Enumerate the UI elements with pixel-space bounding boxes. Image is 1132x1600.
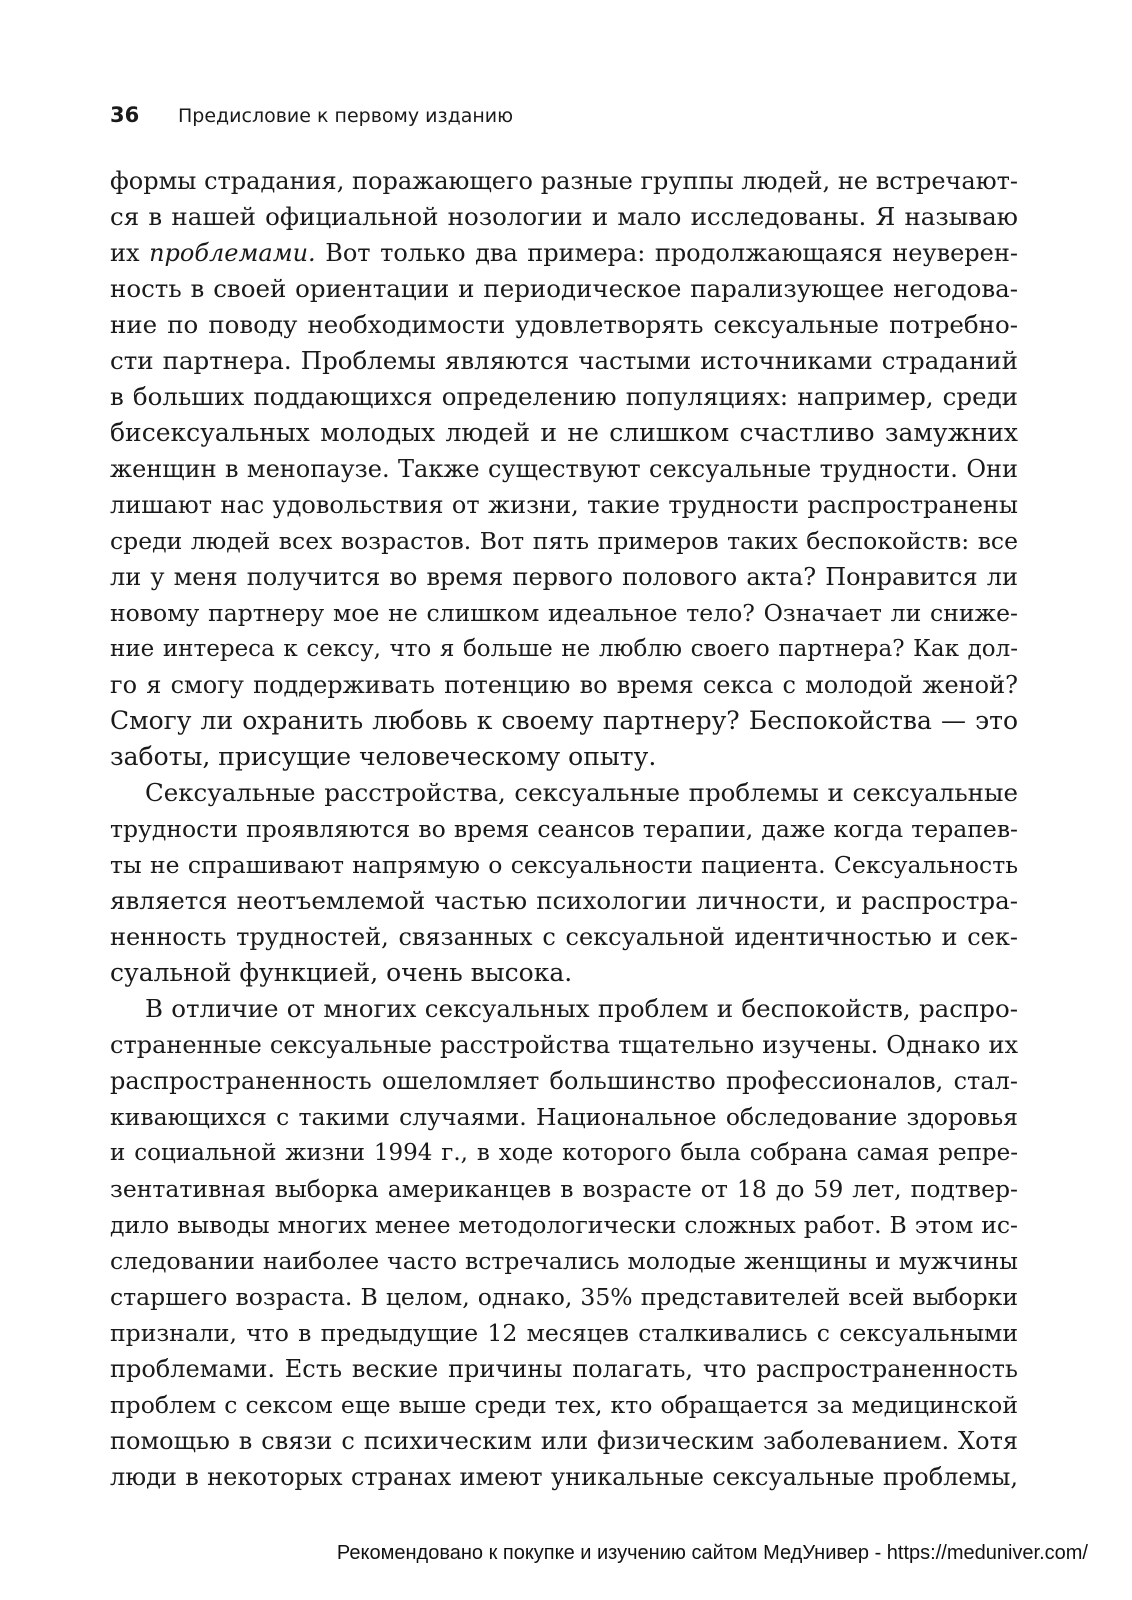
text-line: ние интереса к сексу, что я больше не люблю своего партнера? Как дол- — [110, 636, 1018, 662]
text-line: трудности проявляются во время сеансов терапии, даже когда терапев- — [110, 815, 1018, 843]
text-line: ли у меня получится во время первого полового акта? Понравится ли — [110, 563, 1018, 591]
text-line: проблемами. Есть веские причины полагать, что распространенность — [110, 1355, 1018, 1383]
text-line: Сексуальные расстройства, сексуальные проблемы и сексуальные — [145, 778, 1018, 807]
text-line: ненность трудностей, связанных с сексуальной идентичностью и сек- — [110, 923, 1018, 951]
text-line: новому партнеру мое не слишком идеальное тело? Означает ли сниже- — [110, 599, 1018, 627]
text-line: женщин в менопаузе. Также существуют сексуальные трудности. Они — [110, 455, 1018, 483]
running-head — [110, 103, 513, 137]
text-line: проблем с сексом еще выше среди тех, кто обращается за медицинской — [110, 1391, 1018, 1419]
text-line: страненные сексуальные расстройства тщательно изучены. Однако их — [110, 1031, 1018, 1059]
text-line: признали, что в предыдущие 12 месяцев сталкивались с сексуальными — [110, 1319, 1018, 1347]
text-line: суальной функцией, очень высока. — [110, 958, 573, 987]
emphasized-term: проблемами. — [149, 239, 316, 267]
text-run: Вот только два примера: продолжающаяся неуверен- — [315, 239, 1018, 267]
text-line: в больших поддающихся определению популяциях: например, среди — [110, 382, 1018, 411]
text-line: является неотъемлемой частью психологии личности, и распростра- — [110, 886, 1018, 915]
page-number: 36 — [110, 103, 140, 127]
text-line: среди людей всех возрастов. Вот пять примеров таких беспокойств: все — [110, 527, 1018, 555]
text-line: заботы, присущие человеческому опыту. — [110, 742, 657, 771]
text-line: лишают нас удовольствия от жизни, такие трудности распространены — [110, 491, 1018, 519]
text-line: распространенность ошеломляет большинство профессионалов, стал- — [110, 1067, 1018, 1095]
text-line: зентативная выборка американцев в возрасте от 18 до 59 лет, подтвер- — [110, 1175, 1018, 1203]
text-line: бисексуальных молодых людей и не слишком счастливо замужних — [110, 418, 1018, 447]
text-line: дило выводы многих менее методологически сложных работ. В этом ис- — [110, 1211, 1018, 1239]
text-run: их — [110, 239, 150, 267]
section-title: Предисловие к первому изданию — [178, 105, 514, 127]
text-line: кивающихся с такими случаями. Национальное обследование здоровья — [110, 1103, 1018, 1131]
text-line: сти партнера. Проблемы являются частыми источниками страданий — [110, 346, 1018, 375]
text-line: и социальной жизни 1994 г., в ходе которого была собрана самая репре- — [110, 1140, 1018, 1166]
text-line: старшего возраста. В целом, однако, 35% представителей всей выборки — [110, 1283, 1018, 1311]
watermark-footer: Рекомендовано к покупке и изучению сайтом МедУнивер - https://meduniver.com/ — [336, 1542, 1088, 1564]
text-line: ся в нашей официальной нозологии и мало исследованы. Я называю — [110, 202, 1018, 231]
text-line: помощью в связи с психическим или физическим заболеванием. Хотя — [110, 1427, 1018, 1455]
text-line — [110, 235, 1018, 271]
text-line: В отличие от многих сексуальных проблем и беспокойств, распро- — [145, 994, 1018, 1023]
text-line: ность в своей ориентации и периодическое парализующее негодова- — [110, 274, 1018, 303]
text-line: Смогу ли охранить любовь к своему партнеру? Беспокойства — это — [110, 706, 1018, 735]
text-line: формы страдания, поражающего разные группы людей, не встречают- — [110, 167, 1018, 195]
text-line: ты не спрашивают напрямую о сексуальности пациента. Сексуальность — [110, 851, 1018, 879]
text-line: следовании наиболее часто встречались молодые женщины и мужчины — [110, 1247, 1018, 1275]
text-line: люди в некоторых странах имеют уникальные сексуальные проблемы, — [110, 1463, 1018, 1491]
text-line: го я смогу поддерживать потенцию во время секса с молодой женой? — [110, 671, 1018, 699]
text-line: ние по поводу необходимости удовлетворять сексуальные потребно- — [110, 310, 1018, 339]
